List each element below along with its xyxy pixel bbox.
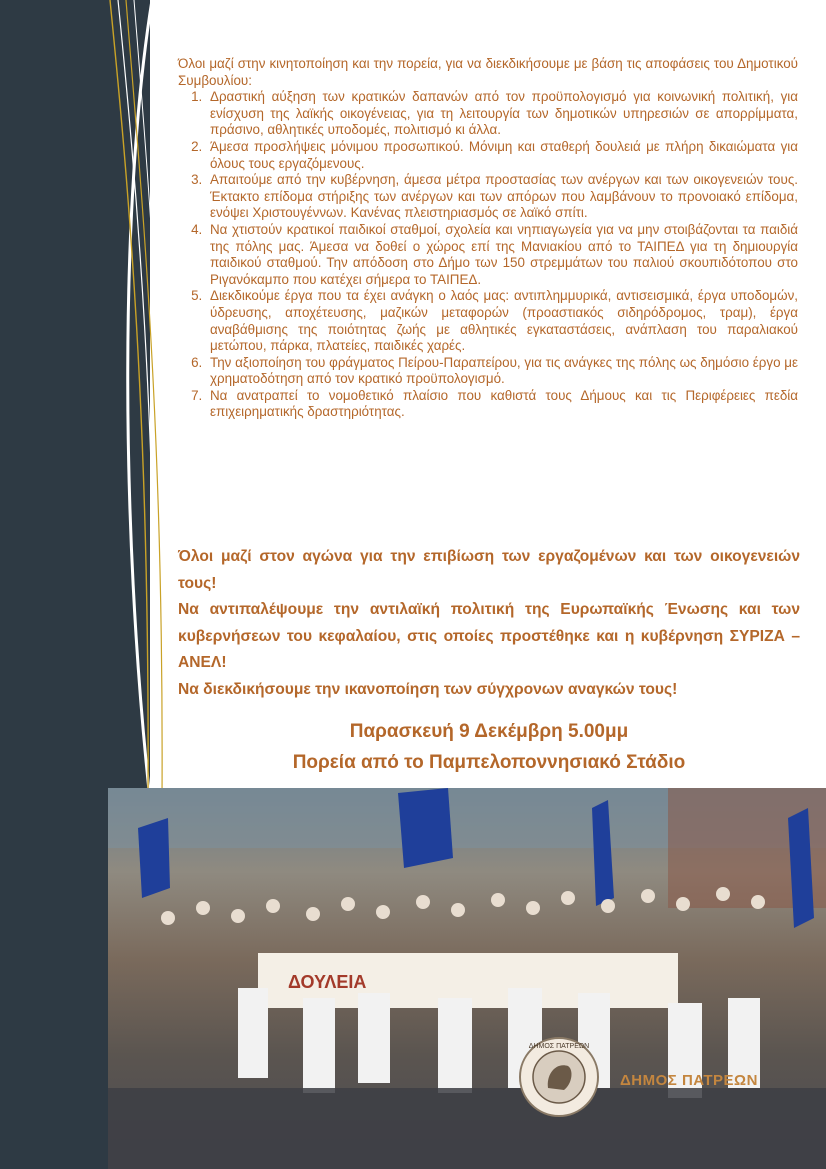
banner-text: ΔΟΥΛΕΙΑ <box>288 972 367 992</box>
demand-item: 5. Διεκδικούμε έργα που τα έχει ανάγκη ο λαός μας: αντιπλημμυρικά, αντισεισμικά, έργα υποδομών, ύδρευσης, αποχέτευσης, μαζικών μεταφορών (προαστιακός σιδηρόδρομος, τραμ), έργα αναβάθμισης της ποιότητας ζωής με αθλητικές εγκαταστάσεις, ανάπλαση του παραλιακού μετώπου, πάρκα, πλατείες, παιδικές χαρές. <box>206 288 798 354</box>
event-info <box>178 716 800 778</box>
call-line: Όλοι μαζί στον αγώνα για την επιβίωση των εργαζομένων και των οικογενειών τους! <box>178 548 800 592</box>
demands-list <box>178 89 798 421</box>
event-route: Πορεία από το Παμπελοποννησιακό Στάδιο <box>292 752 686 773</box>
demand-item: 1. Δραστική αύξηση των κρατικών δαπανών από τον προϋπολογισμό για κοινωνική πολιτική, για ενίσχυση της λαϊκής οικογένειας, για τη λειτουργία των δημοτικών υπηρεσιών σε απορρίμματα, πράσινο, αθλητικές υποδομές, πολιτισμό κι άλλα. <box>206 89 798 139</box>
demand-item: 6. Την αξιοποίηση του φράγματος Πείρου-Παραπείρου, για τις ανάγκες της πόλης ως δημόσιο έργο με χρηματοδότηση από τον κρατικό προϋπολογισμό. <box>206 355 798 388</box>
march-photo <box>108 788 826 1169</box>
decorative-curves <box>0 0 200 800</box>
call-line: Να αντιπαλέψουμε την αντιλαϊκή πολιτική της Ευρωπαϊκής Ένωσης και των κυβερνήσεων του κεφαλαίου, στις οποίες προστέθηκε και η κυβέρνηση ΣΥΡΙΖΑ – ΑΝΕΛ! <box>178 601 800 672</box>
municipality-seal-icon <box>518 1036 600 1118</box>
eu-flag <box>398 788 453 868</box>
call-line: Να διεκδικήσουμε την ικανοποίηση των σύγχρονων αναγκών τους! <box>178 680 678 698</box>
demand-item: 7. Να ανατραπεί το νομοθετικό πλαίσιο που καθιστά τους Δήμους και τις Περιφέρειες πεδία επιχειρηματικής δραστηριότητας. <box>206 388 798 421</box>
demand-item: 3. Απαιτούμε από την κυβέρνηση, άμεσα μέτρα προστασίας των ανέργων και των οικογενειών τους. Έκτακτο επίδομα στήριξης των ανέργων και των απόρων που λαμβάνουν το προνοιακό επίδομα, ενόψει Χριστουγέννων. Κανένας πλειστηριασμός σε λαϊκό σπίτι. <box>206 172 798 222</box>
demand-item: 4. Να χτιστούν κρατικοί παιδικοί σταθμοί, σχολεία και νηπιαγωγεία για να μην στοιβάζονται τα παιδιά της πόλης μας. Άμεσα να δοθεί ο χώρος επί της Μανιακίου από το ΤΑΙΠΕΔ για τη δημιουργία παιδικού σταθμού. Την απόδοση στο Δήμο των 150 στρεμμάτων του παλιού σκουπιδότοπου στο Ριγανόκαμπο που κατέχει σήμερα το ΤΑΙΠΕΔ. <box>206 222 798 288</box>
crowd-illustration <box>108 788 826 1169</box>
demands-section <box>178 56 798 421</box>
intro-text: Όλοι μαζί στην κινητοποίηση και την πορεία, για να διεκδικήσουμε με βάση τις αποφάσεις του Δημοτικού Συμβουλίου: <box>178 56 798 88</box>
curve-gold-2 <box>126 0 162 800</box>
demand-item: 2. Άμεσα προσλήψεις μόνιμου προσωπικού. Μόνιμη και σταθερή δουλειά με πλήρη δικαιώματα για όλους τους εργαζόμενους. <box>206 139 798 172</box>
municipality-name: ΔΗΜΟΣ ΠΑΤΡΕΩΝ <box>620 1072 758 1089</box>
call-to-action <box>178 544 800 704</box>
eu-flag <box>138 818 170 898</box>
svg-text:ΔΗΜΟΣ ΠΑΤΡΕΩΝ: ΔΗΜΟΣ ΠΑΤΡΕΩΝ <box>528 1043 590 1050</box>
event-date: Παρασκευή 9 Δεκέμβρη 5.00μμ <box>349 721 629 742</box>
